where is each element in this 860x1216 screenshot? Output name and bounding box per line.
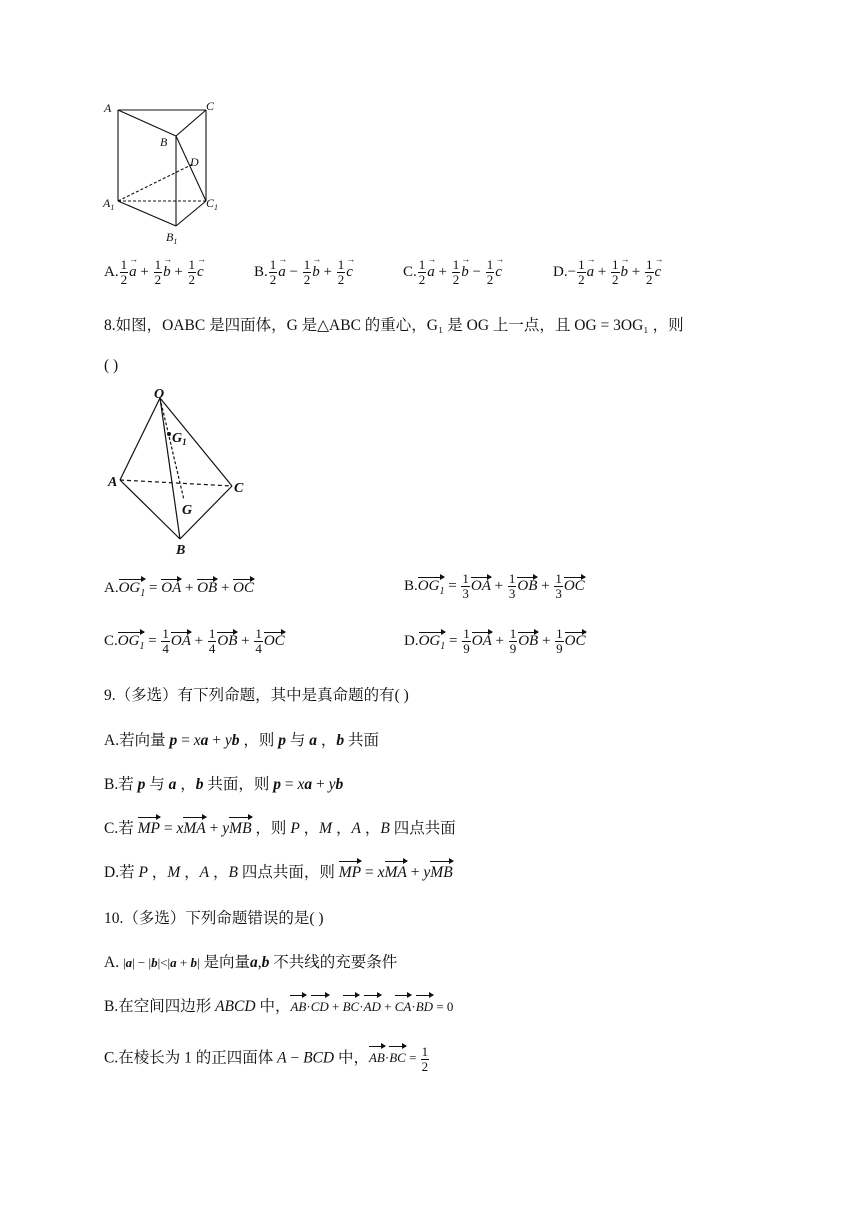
q9-option-c[interactable]: C.若 MP = xMA + yMB ，则 P ，M ，A ，B 四点共面 [104, 818, 456, 840]
q8-option-c[interactable]: $C.OG_1$ = $\frac{1}{4}$ OA + $\frac{1}{4}$ OB + $\frac{1}{4}$ OC [104, 626, 285, 656]
vertex-label-A1: $A_1$ [103, 196, 115, 212]
q10-stem: 10.（多选）下列命题错误的是( ) [104, 910, 324, 927]
vertex-label-C: C [206, 99, 215, 113]
q9-option-b[interactable]: B.若 p 与 a ，b 共面，则 p = xa + yb [104, 776, 344, 793]
q7-option-c[interactable]: C. $\frac{1}{2}$ a → + $\frac{1}{2}$ b → − $\frac{1}{2}$ c → [403, 258, 502, 287]
q10-option-a[interactable]: A. |a| − |b|<|a + b| 是向量a,b 不共线的充要条件 [104, 954, 398, 971]
point-label-G: G [182, 503, 193, 518]
point-label-D: D [190, 155, 199, 169]
q8-paren: ( ) [104, 357, 119, 374]
q7-option-b[interactable]: B. $\frac{1}{2}$ a → − $\frac{1}{2}$ b → + $\frac{1}{2}$ c → [254, 258, 353, 287]
q10-option-c[interactable]: C.在棱长为 1 的正四面体 A − BCD 中，AB·BC = $\frac{1}{2}$ [104, 1044, 429, 1074]
q8-option-a[interactable]: $A.OG_1$ = OA + OB + OC [104, 580, 255, 599]
q9-option-a[interactable]: A.若向量 p = xa + yb ，则 p 与 a ，b 共面 [104, 732, 380, 749]
q9-option-d[interactable]: D.若 P ，M ，A ，B 四点共面，则 MP = xMA + yMB [104, 862, 453, 884]
q7-option-a[interactable]: A. $\frac{1}{2}$ a → + $\frac{1}{2}$ b → + $\frac{1}{2}$ c → [104, 258, 204, 287]
point-label-G1: $G_1$ [172, 431, 187, 447]
vertex-label-B1: $B_1$ [166, 230, 178, 246]
q8-stem: 8.如图，OABC 是四面体，G 是△ABC 的重心，G₁ 是 OG 上一点，且 OG = 3OG₁ ，则 [104, 317, 684, 334]
vertex-label-B: B [176, 543, 186, 558]
q8-option-b[interactable]: $B.OG_1$ = $\frac{1}{3}$ OA + $\frac{1}{3}$ OB + $\frac{1}{3}$ OC [404, 571, 585, 601]
prism-figure [98, 96, 228, 251]
vertex-label-C1: $C_1$ [206, 196, 219, 212]
q10-option-b[interactable]: B.在空间四边形 ABCD 中，AB·CD + BC·AD + CA·BD = 0 [104, 996, 453, 1018]
vertex-label-C: C [234, 481, 244, 496]
q8-option-d[interactable]: $D.OG_1$ = $\frac{1}{9}$ OA + $\frac{1}{9}$ OB + $\frac{1}{9}$ OC [404, 626, 586, 656]
vertex-label-A: A [108, 475, 118, 490]
vertex-label-B: B [160, 135, 168, 149]
q9-stem: 9.（多选）有下列命题，其中是真命题的有( ) [104, 687, 409, 704]
vertex-label-A: A [104, 101, 112, 115]
q7-option-d[interactable]: D.− $\frac{1}{2}$ a → + $\frac{1}{2}$ b → + $\frac{1}{2}$ c → [553, 258, 661, 287]
tetrahedron-figure [104, 384, 254, 559]
vertex-label-O: O [154, 387, 165, 402]
